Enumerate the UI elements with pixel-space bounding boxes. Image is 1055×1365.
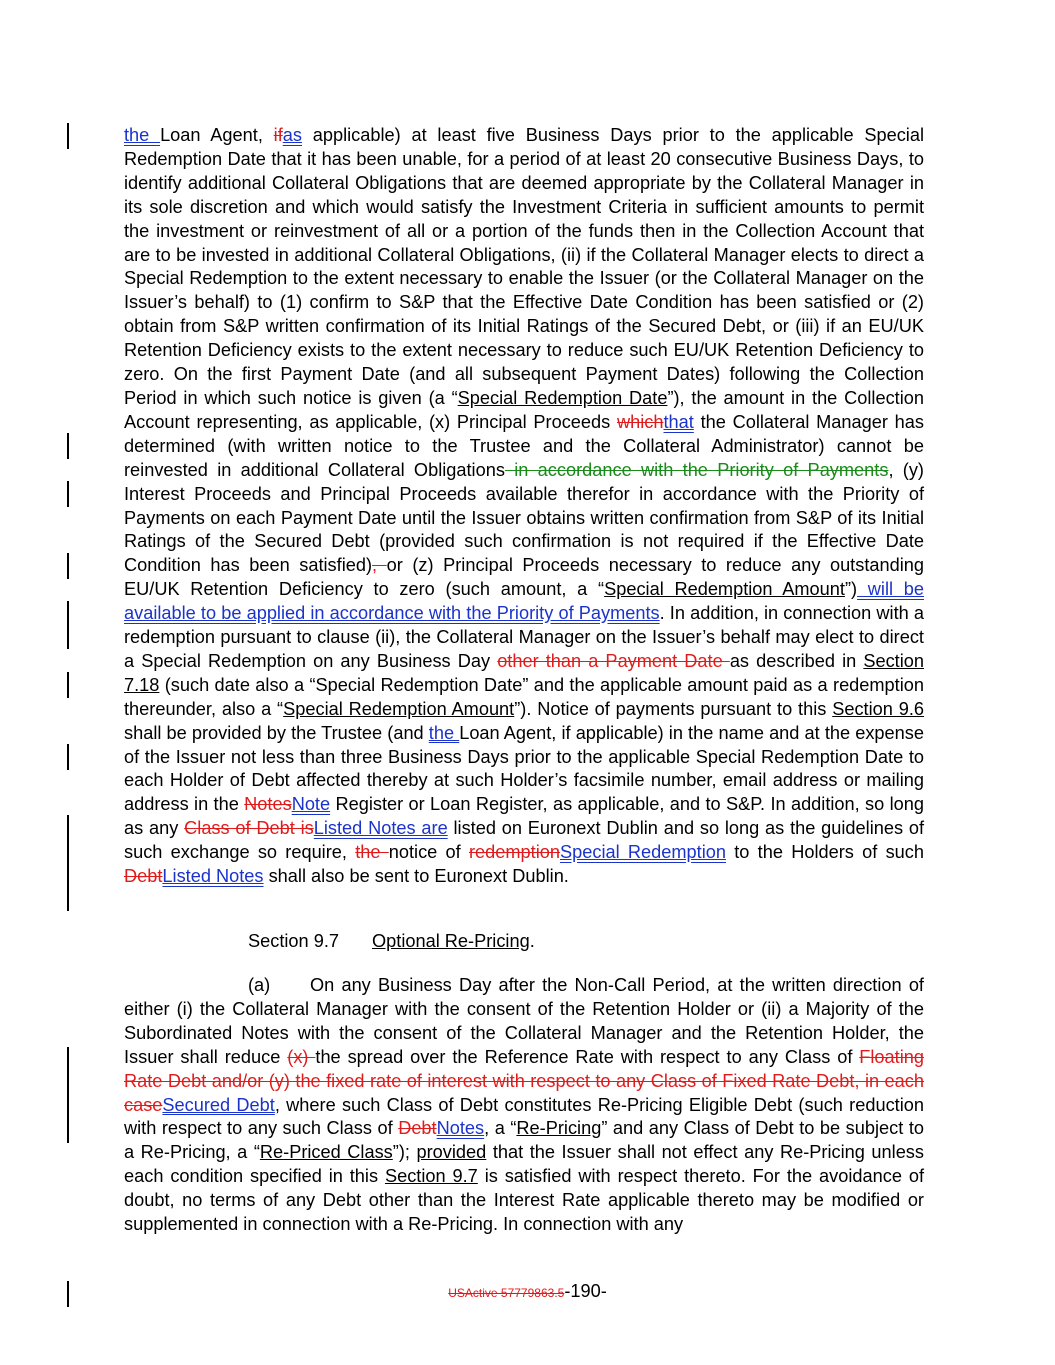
text-run: Loan Agent, if applicable) in the name and at the expense of the Issuer not less than three Business Days prior to the applicable Special Redemption Date to each Holder of Debt affected thereby at such Holder’s facsimile number, email address or mailing address in the xyxy=(124,722,924,815)
deletion: (x) xyxy=(287,1046,316,1067)
change-bar xyxy=(67,601,69,649)
change-bar xyxy=(67,672,69,698)
page-footer xyxy=(0,1279,1055,1305)
insertion: Notes xyxy=(436,1118,485,1139)
text-run: applicable) at least five Business Days prior to the applicable Special Redemption Date that it has been unable, for a period of at least 20 consecutive Business Days, to identify additional Collateral Obligations that are deemed appropriate by the Collateral Manager in its sole discretion and which would satisfy the Investment Criteria in sufficient amounts to permit the investment or reinvestment of all or a portion of the funds then in the Collection Account that are to be invested in additional Collateral Obligations, (ii) if the Collateral Manager elects to direct a Special Redemption to the extent necessary to enable the Issuer (or the Collateral Manager on the Issuer’s behalf) to (1) confirm to S&P that the Effective Date Condition has been satisfied or (2) obtain from S&P written confirmation of its Initial Ratings of the Secured Debt, or (iii) if an EU/UK Retention Deficiency exists to the extent necessary to reduce such EU/UK Retention Deficiency to zero. On the first Payment Date (and all subsequent Payment Dates) following the Collection Period in which such notice is given (a “ xyxy=(124,125,924,408)
text-run: ”), the amount in the Collection Account representing, as applicable, (x) Principal Proceeds xyxy=(124,387,924,432)
change-bar xyxy=(67,433,69,459)
deletion: if xyxy=(273,125,283,145)
deletion: redemption xyxy=(469,842,560,863)
cross-reference: Section 9.6 xyxy=(832,698,925,719)
text-run: listed on Euronext Dublin and so long as the guidelines of such exchange so require, xyxy=(124,818,925,863)
text-run: that the Issuer shall not effect any Re-Pricing unless each condition specified in this xyxy=(124,1142,924,1187)
deletion: the xyxy=(355,842,389,863)
text-run: the spread over the Reference Rate with respect to any Class of xyxy=(315,1046,860,1067)
text-run: (such date also a “Special Redemption Date” and the applicable amount paid as a redemption thereunder, also a “ xyxy=(124,674,924,719)
deletion: Floating Rate Debt and/or (y) the fixed rate of interest with respect to any Class of Fixed Rate Debt, in each case xyxy=(124,1046,924,1115)
insertion: Listed Notes are xyxy=(313,818,448,839)
change-bar xyxy=(67,1047,69,1143)
text-run: , a “ xyxy=(484,1118,517,1139)
insertion: the xyxy=(428,722,460,743)
defined-term: Special Redemption Amount xyxy=(283,698,515,719)
body-paragraph-9-7a xyxy=(124,974,924,1237)
deletion: which xyxy=(616,411,664,432)
deletion: , xyxy=(372,555,387,576)
text-run: is satisfied with respect thereto. For the avoidance of doubt, no terms of any Debt other than the Interest Rate applicable thereto may be modified or supplemented in connection with a Re-Pricing. In connection with any xyxy=(124,1166,924,1235)
page-number: -190- xyxy=(564,1281,607,1301)
moved-deletion: in accordance with the Priority of Payments xyxy=(504,459,889,480)
defined-term: Special Redemption Date xyxy=(457,387,668,408)
deletion: Notes xyxy=(244,794,292,815)
defined-term: Re-Priced Class xyxy=(259,1142,393,1163)
text-run: ”). Notice of payments pursuant to this xyxy=(514,698,833,719)
section-heading xyxy=(248,929,535,953)
text-run: notice of xyxy=(388,842,469,863)
subsection-label: (a) xyxy=(248,975,271,995)
section-title: Optional Re-Pricing xyxy=(372,931,530,951)
text-run: Register or Loan Register, as applicable, and to S&P. In addition, so long as any xyxy=(124,794,924,839)
deletion: Debt xyxy=(124,866,163,887)
change-bar xyxy=(67,815,69,911)
text-run: . In addition, in connection with a redemption pursuant to clause (ii), the Collateral Manager on the Issuer’s behalf may elect to direct a Special Redemption on any Business Day xyxy=(124,603,924,671)
body-paragraph-9-6 xyxy=(124,124,924,889)
insertion: that xyxy=(663,411,694,432)
emphasis-term: provided xyxy=(416,1142,487,1163)
text-run: Loan Agent, xyxy=(160,125,274,145)
text-run: ” and any Class of Debt to be subject to a Re-Pricing, a “ xyxy=(124,1118,924,1163)
deletion: other than a Payment Date xyxy=(497,650,730,671)
text-run: the Collateral Manager has determined (with written notice to the Trustee and the Collateral Administrator) cannot be reinvested in additional Collateral Obligations xyxy=(124,411,924,480)
insertion: as xyxy=(282,125,302,145)
change-bar xyxy=(67,481,69,507)
deletion: Debt xyxy=(398,1118,437,1139)
insertion: will be available to be applied in accordance with the Priority of Payments xyxy=(124,579,925,624)
text-run: , where such Class of Debt constitutes Re-Pricing Eligible Debt (such reduction with respect to any such Class of xyxy=(124,1094,924,1139)
change-bar xyxy=(67,553,69,579)
insertion: Note xyxy=(291,794,331,815)
insertion: Listed Notes xyxy=(162,866,264,887)
text-run: or (z) Principal Proceeds necessary to reduce any outstanding EU/UK Retention Deficiency to zero (such amount, a “ xyxy=(124,555,924,600)
insertion: Special Redemption xyxy=(560,842,726,863)
change-bar xyxy=(67,123,69,149)
cross-reference: Section 9.7 xyxy=(384,1166,478,1187)
text-run: On any Business Day after the Non-Call Period, at the written direction of either (i) the Collateral Manager with the consent of the Retention Holder or (ii) a Majority of the Subordinated Notes with the consent of the Collateral Manager and the Retention Holder, the Issuer shall reduce xyxy=(124,975,924,1067)
text-run: ”); xyxy=(392,1142,417,1163)
defined-term: Special Redemption Amount xyxy=(604,579,845,600)
defined-term: Re-Pricing xyxy=(516,1118,602,1139)
text-run: , (y) Interest Proceeds and Principal Proceeds available therefor in accordance with the Priority of Payments on each Payment Date until the Issuer obtains written confirmation from S&P of its Initial Ratings of the Secured Debt (provided such confirmation is not required if the Effective Date Condition has been satisfied) xyxy=(124,459,924,576)
text-run: as described in xyxy=(729,650,864,671)
text-run: shall be provided by the Trustee (and xyxy=(124,722,429,743)
cross-reference: Section 7.18 xyxy=(124,650,924,695)
change-bar xyxy=(67,744,69,770)
document-id: USActive 57779863.5 xyxy=(448,1286,565,1300)
deletion: Class of Debt is xyxy=(184,818,314,839)
text-run: to the Holders of such xyxy=(725,842,924,863)
heading-period: . xyxy=(529,931,535,951)
text-run: shall also be sent to Euronext Dublin. xyxy=(263,866,569,887)
insertion: the xyxy=(124,125,161,145)
insertion: Secured Debt xyxy=(162,1094,275,1115)
text-run: ”) xyxy=(844,579,858,600)
section-number: Section 9.7 xyxy=(248,931,339,951)
